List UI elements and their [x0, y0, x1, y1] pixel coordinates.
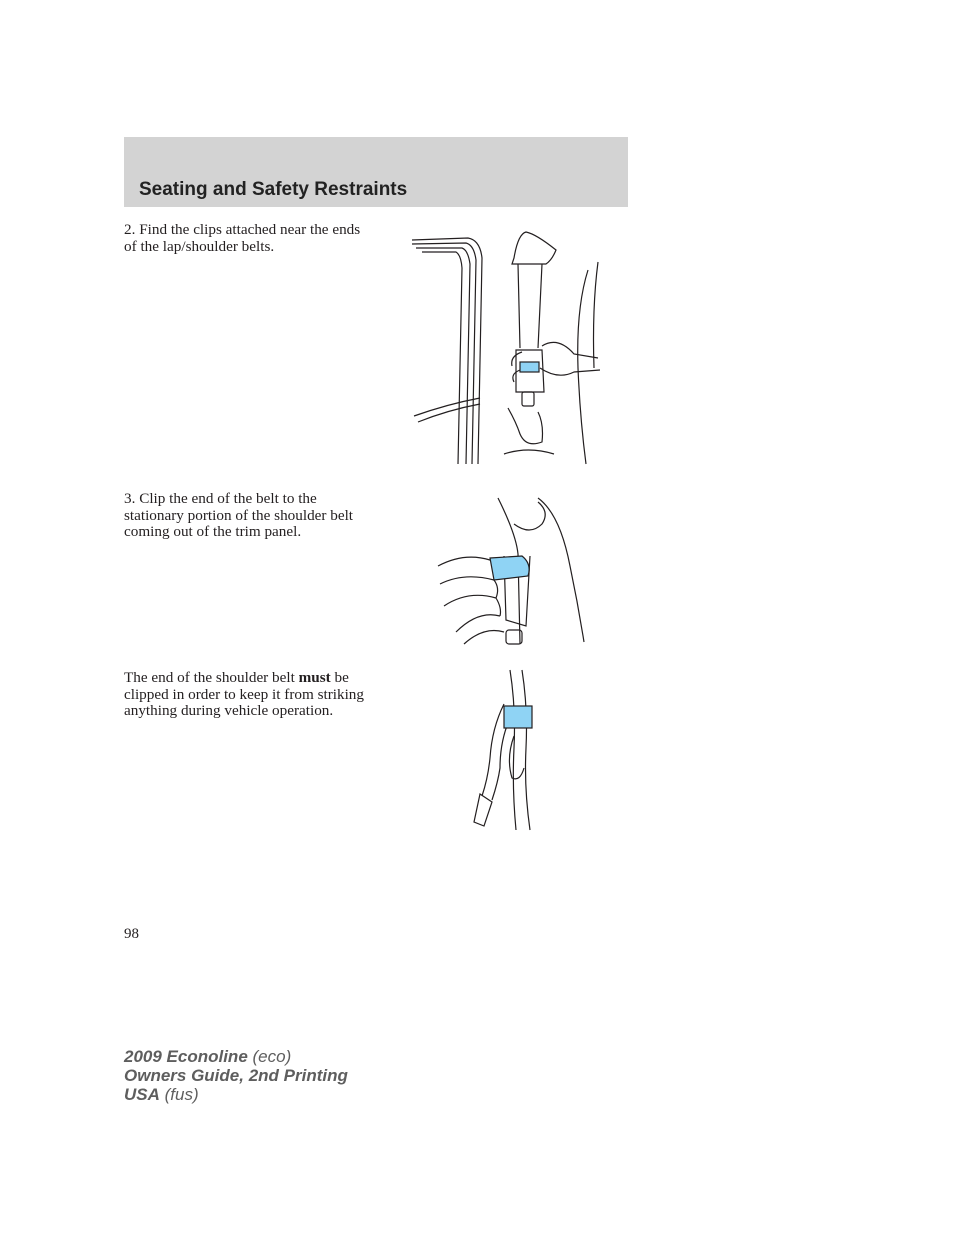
step-2-text: 2. Find the clips attached near the ends of the lap/shoulder belts. [124, 221, 361, 255]
belt-clip-illustration [408, 228, 608, 468]
section-title: Seating and Safety Restraints [139, 179, 408, 200]
footer-line-1 [124, 1047, 348, 1066]
page-number: 98 [124, 926, 139, 942]
clip-note-text [124, 670, 374, 720]
footer-model-code: (eco) [247, 1047, 292, 1066]
section-header-band [124, 137, 628, 207]
footer-model: 2009 Econoline [124, 1047, 248, 1066]
footer-line-2: Owners Guide, 2nd Printing [124, 1066, 348, 1085]
hand-clip-illustration [434, 494, 594, 654]
footer-market: USA [124, 1085, 160, 1104]
footer-line-3 [124, 1085, 348, 1104]
footer-market-code: (fus) [159, 1085, 199, 1104]
clipped-belt-illustration [470, 668, 550, 834]
note-text-before: The end of the shoulder belt [124, 669, 299, 686]
document-footer [124, 1047, 348, 1104]
note-emphasis: must [298, 669, 331, 686]
note-text-after: be clipped in order to keep it from striking anything during vehicle operation. [124, 669, 364, 719]
step-3-text: 3. Clip the end of the belt to the stationary portion of the shoulder belt coming out of the trim panel. [124, 490, 354, 540]
